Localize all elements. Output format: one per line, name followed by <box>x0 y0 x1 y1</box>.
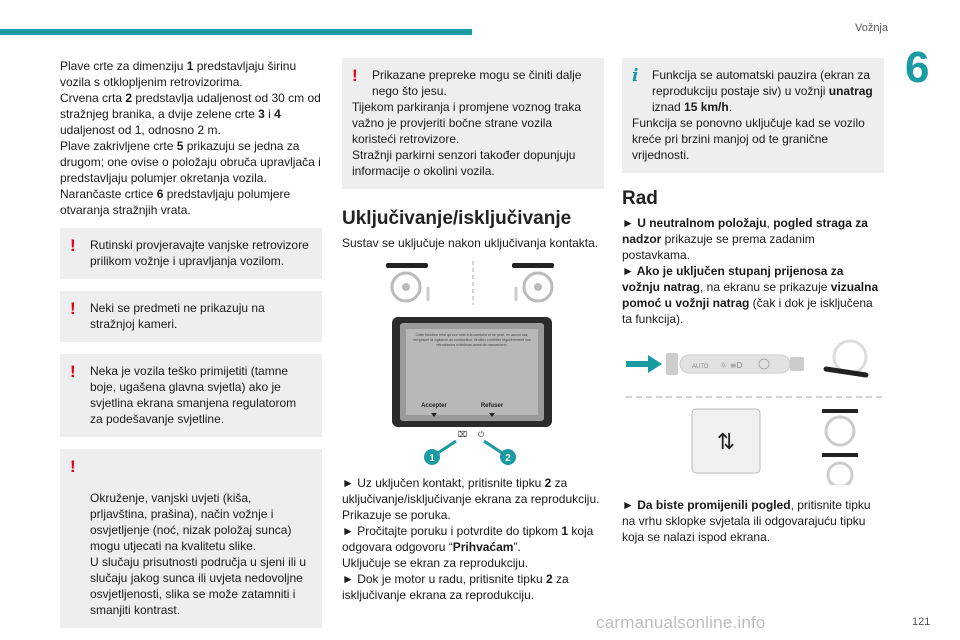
screen-message: Cette fonction n'est qu'une aide à la conduite et ne peut, en aucun cas, remplacer la vigilance du conducteur. Veuillez contrôler régulièrement vos rétroviseurs extérieurs avant de manoeuvrer. <box>413 333 531 347</box>
section-title: Vožnja <box>854 22 888 34</box>
lever-illustration <box>622 337 884 485</box>
arrow-right-icon <box>626 355 662 373</box>
steering-wheel-icon <box>386 263 428 301</box>
arrow-icon <box>484 441 502 453</box>
heading-operation: Rad <box>622 188 658 209</box>
camera-view-icon: ⇅ <box>716 430 736 455</box>
warning-box-obstacles: ! Prikazane prepreke mogu se činiti dalje nego što jesu. Tijekom parkiranja i promjene voznog traka važno je provjeriti bočne strane vozila koristeći retrovizore. Stražnji parkirni senzori također dopunjuju informacije o okolini vozila. <box>342 58 604 189</box>
warning-box-objects: ! Neki se predmeti ne prikazuju na stražnjoj kameri. <box>60 291 322 342</box>
arrow-icon <box>438 441 456 453</box>
intro-line-3: Plave zakrivljene crte 5 prikazuju se jedna za drugom; one ovise o položaju obruča upravljača i predstavljaju polumjer okretanja vozila. <box>60 139 321 185</box>
info-line-2: Funkcija se ponovno uključuje kad se vozilo kreće pri brzini manjoj od te granične vrijednosti. <box>632 116 865 162</box>
warning-icon: ! <box>352 66 358 85</box>
touchscreen-diagram <box>342 257 604 469</box>
steering-wheel-icon <box>512 263 554 301</box>
camera-button-icon: ⌧ <box>458 430 468 439</box>
screen-refuse-button[interactable]: Refuser <box>480 403 504 409</box>
column-right <box>622 58 884 545</box>
step-1: ► Uz uključen kontakt, pritisnite tipku 2 za uključivanje/isključivanje ekrana za reprodukciju. <box>342 476 600 506</box>
rad-line-1: ► U neutralnom položaju, pogled straga za nadzor prikazuje se prema zadanim postavkama. <box>622 216 868 262</box>
intro-line-2: Crvena crta 2 predstavlja udaljenost od 30 cm od stražnjeg branika, a dvije zelene crte 3 i 4 udaljenost od 1, odnosno 2 m. <box>60 91 321 137</box>
intro-line-4: Narančaste crtice 6 predstavljaju polumjere otvaranja stražnjih vrata. <box>60 187 291 217</box>
steering-wheel-icon <box>822 411 858 485</box>
info-box-pause <box>622 58 884 173</box>
header-accent-bar <box>0 29 472 35</box>
screen-illustration <box>342 257 604 469</box>
column-left <box>60 58 322 628</box>
page-number: 121 <box>912 616 931 628</box>
steering-wheel-icon <box>826 341 866 375</box>
heading-switch-on-off: Uključivanje/isključivanje <box>342 208 572 229</box>
light-stalk-diagram <box>622 337 884 485</box>
svg-text:2: 2 <box>505 453 511 464</box>
info-icon: i <box>632 66 639 86</box>
intro-line-1: Plave crte za dimenziju 1 predstavljaju širinu vozila s otklopljenim retrovizorima. <box>60 59 297 89</box>
camera-lines-description <box>60 58 322 218</box>
step-5: ► Dok je motor u radu, pritisnite tipku 2 za isključivanje ekrana za reprodukciju. <box>342 572 569 602</box>
operation-text <box>622 215 884 327</box>
warning-box-mirrors: ! Rutinski provjeravajte vanjske retrovizore prilikom vožnje i upravljanja vozilom. <box>60 228 322 279</box>
watermark: carmanualsonline.info <box>596 613 766 632</box>
switch-steps <box>342 475 604 603</box>
svg-text:1: 1 <box>429 453 435 464</box>
warning-icon: ! <box>70 299 76 318</box>
step-4: Uključuje se ekran za reprodukciju. <box>342 556 529 570</box>
info-line-1: Funkcija se automatski pauzira (ekran za reprodukciju postaje siv) u vožnji unatrag iznad 15 km/h. <box>652 68 873 114</box>
step-2: Prikazuje se poruka. <box>342 508 451 522</box>
lead-text: Sustav se uključuje nakon uključivanja kontakta. <box>342 236 599 250</box>
step-3: ► Pročitajte poruku i potvrdite do tipkom 1 koja odgovara odgovoru “Prihvaćam”. <box>342 524 594 554</box>
change-view-text: ► Da biste promijenili pogled, pritisnite tipku na vrhu sklopke svjetala ili odgovarajuću tipku koja se nalazi ispod ekrana. <box>622 498 871 544</box>
headlight-icon: ☼ ≡D <box>720 361 743 370</box>
column-middle <box>342 58 604 603</box>
power-button-icon: ⏻ <box>478 430 485 439</box>
chapter-number: 6 <box>905 43 930 92</box>
warning-box-brightness: ! Neka je vozila teško primijetiti (tamne boje, ugašena glavna svjetla) ako je svjetlina ekrana smanjena regulatorom za podešavanje svjetline. <box>60 354 322 437</box>
warning-icon: ! <box>70 362 76 381</box>
svg-text:AUTO: AUTO <box>692 364 709 370</box>
warning-icon: ! <box>70 236 76 255</box>
warning-icon: ! <box>70 457 76 476</box>
screen-accept-button[interactable]: Accepter <box>421 403 447 409</box>
rad-line-2: ► Ako je uključen stupanj prijenosa za vožnju natrag, na ekranu se prikazuje vizualna pomoć u vožnji natrag (čak i dok je isključena ta funkcija). <box>622 264 879 326</box>
light-stalk-icon <box>666 353 804 375</box>
warning-box-conditions: ! Okruženje, vanjski uvjeti (kiša, prljavština, prašina), način vožnje i osvjetljenje (noć, nizak položaj sunca) mogu utjecati na kvalitetu slike. U slučaju prisutnosti područja u sjeni ili u slučaju jakog sunca ili uvjeta nedovoljne osvjetljenosti, slika se može zatamniti i smanjiti kontrast. <box>60 449 322 628</box>
